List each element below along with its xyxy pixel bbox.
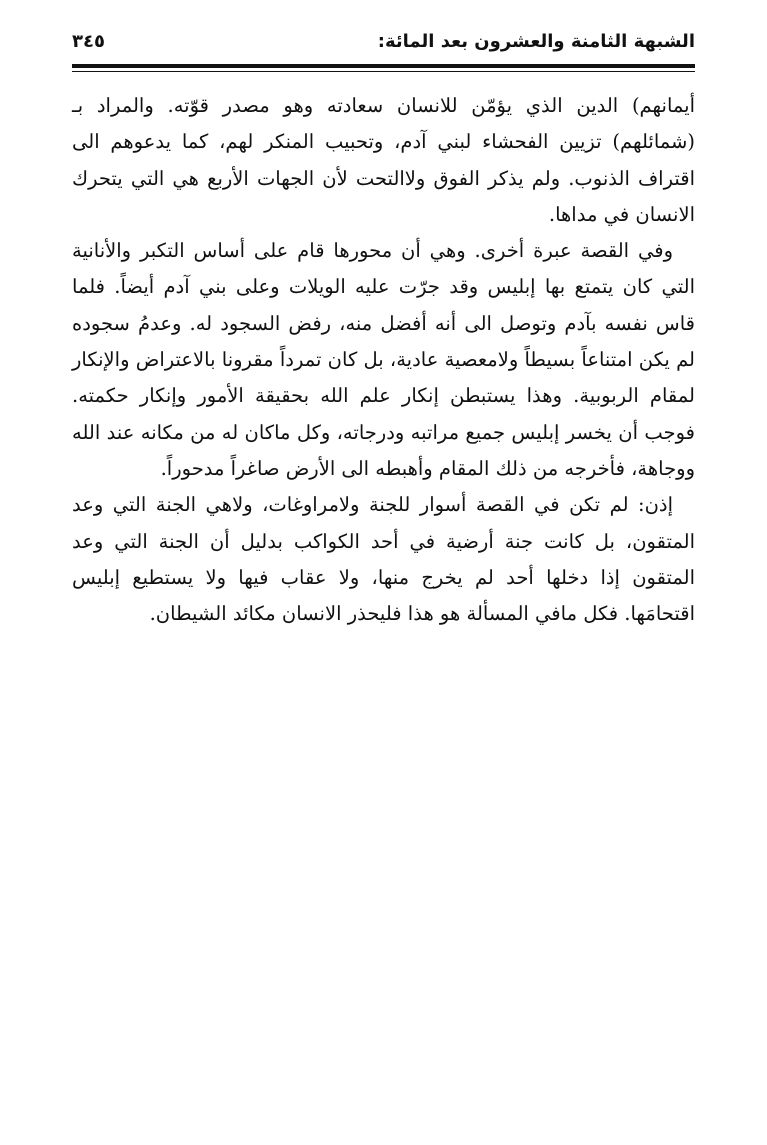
header-rule-thin (72, 71, 695, 72)
page-header (72, 26, 695, 56)
page-number: ٣٤٥ (72, 30, 105, 52)
body-text (72, 88, 695, 632)
paragraph-2: وفي القصة عبرة أخرى. وهي أن محورها قام على أساس التكبر والأنانية التي كان يتمتع بها إبليس وقد جرّت عليه الويلات وعلى بني آدم أيضاً. فلما قاس نفسه بآدم وتوصل الى أنه أفضل منه، رفض السجود له. وعدمُ سجوده لم يكن امتناعاً بسيطاً ولامعصية عادية، بل كان تمرداً مقرونا بالاعتراض والإنكار لمقام الربوبية. وهذا يستبطن إنكار علم الله بحقيقة الأمور وإنكار حكمته. فوجب أن يخسر إبليس جميع مراتبه ودرجاته، وكل ماكان له من مكانه عند الله ووجاهة، فأخرجه من ذلك المقام وأهبطه الى الأرض صاغراً مدحوراً. (72, 239, 695, 480)
header-title: الشبهة الثامنة والعشرون بعد المائة: (377, 30, 695, 52)
paragraph-1: أيمانهم) الدين الذي يؤمّن للانسان سعادته وهو مصدر قوّته. والمراد بـ (شمائلهم) تزيين الفحشاء لبني آدم، وتحبيب المنكر لهم، كما يدعوهم الى اقتراف الذنوب. ولم يذكر الفوق ولاالتحت لأن الجهات الأربع هي التي يتحرك الانسان في مداها. (72, 94, 695, 226)
header-rule-thick (72, 64, 695, 68)
paragraph-3: إذن: لم تكن في القصة أسوار للجنة ولامراوغات، ولاهي الجنة التي وعد المتقون، بل كانت جنة أرضية في أحد الكواكب بدليل أن الجنة التي وعد المتقون إذا دخلها أحد لم يخرج منها، ولا عقاب فيها ولا يستطيع إبليس اقتحامَها. فكل مافي المسألة هو هذا فليحذر الانسان مكائد الشيطان. (72, 493, 695, 626)
